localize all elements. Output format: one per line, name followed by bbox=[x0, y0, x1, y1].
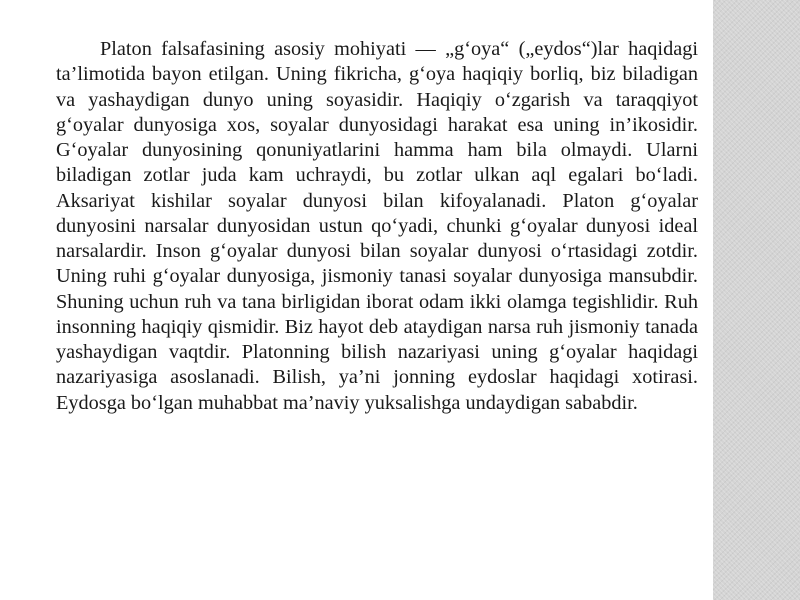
body-paragraph: Platon falsafasining asosiy mohiyati — „g‘oya“ („eydos“)lar haqidagi ta’limotida bayon etilgan. Uning fikricha, g‘oya haqiqiy borliq, biz biladigan va yashaydigan dunyo uning soyasidir. Haqiqiy o‘zgarish va taraqqiyot g‘oyalar dunyosiga xos, soyalar dunyosidagi harakat esa uning in’ikosidir. G‘oyalar dunyosining qonuniyatlarini hamma ham bila olmaydi. Ularni biladigan zotlar juda kam uchraydi, bu zotlar ulkan aql egalari bo‘ladi. Aksariyat kishilar soyalar dunyosi bilan kifoyalanadi. Platon g‘oyalar dunyosini narsalar dunyosidan ustun qo‘yadi, chunki g‘oyalar dunyosi ideal narsalardir. Inson g‘oyalar dunyosi bilan soyalar dunyosi o‘rtasidagi zotdir. Uning ruhi g‘oyalar dunyosiga, jismoniy tanasi soyalar dunyosiga mansubdir. Shuning uchun ruh va tana birligidan iborat odam ikki olamga tegishlidir. Ruh insonning haqiqiy qismidir. Biz hayot deb ataydigan narsa ruh jismoniy tanada yashaydigan vaqtdir. Platonning bilish nazariyasi uning g‘oyalar haqidagi nazariyasiga asoslanadi. Bilish, ya’ni jonning eydoslar haqidagi xotirasi. Eydosga bo‘lgan muhabbat ma’naviy yuksalishga undaydigan sababdir. bbox=[56, 38, 698, 414]
decorative-side-panel bbox=[713, 0, 800, 600]
